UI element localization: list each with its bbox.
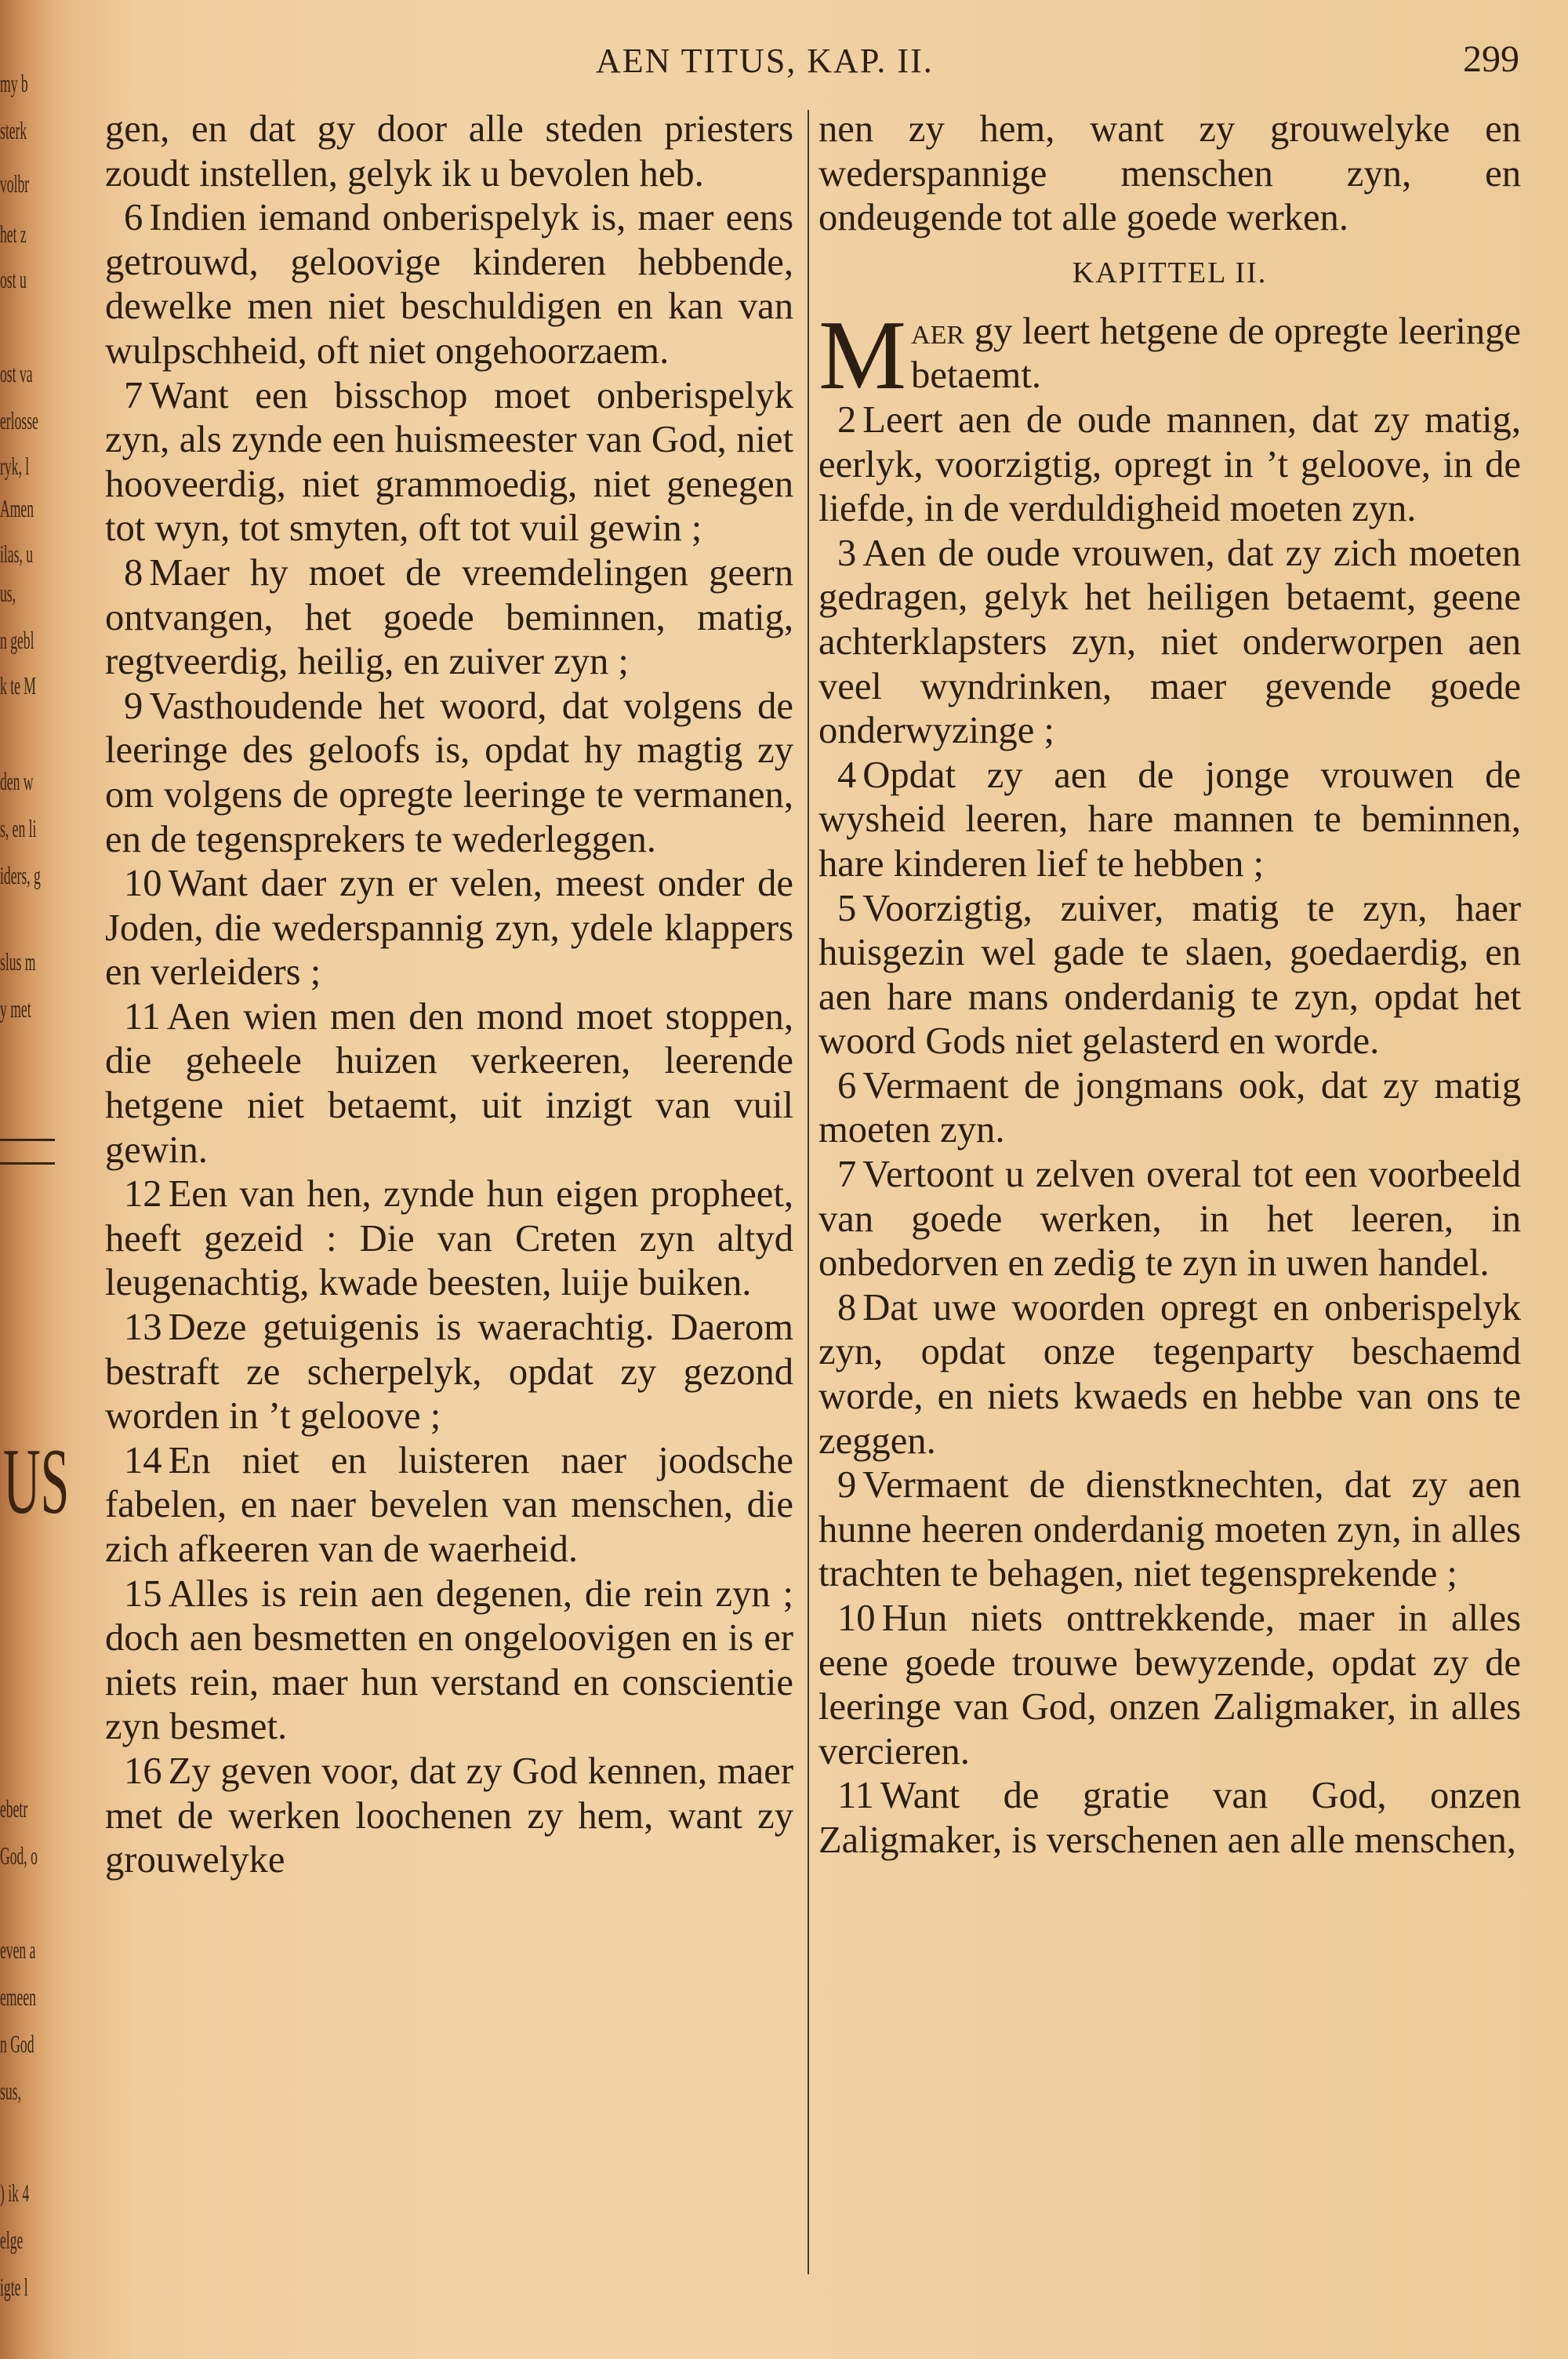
verse-number: 6: [124, 196, 143, 239]
gutter-bleed-text: erlosse: [0, 406, 38, 434]
gutter-bleed-text: y met: [0, 994, 31, 1023]
verse-number: 10: [124, 862, 162, 905]
verse-number: 11: [124, 994, 161, 1038]
gutter-bleed-text: n God: [0, 2030, 34, 2058]
verse-number: 9: [837, 1463, 857, 1507]
verse-number: 6: [837, 1063, 857, 1107]
verse-number: 4: [837, 753, 857, 796]
verse-paragraph: [818, 531, 1521, 753]
verse-paragraph: [105, 994, 793, 1172]
gutter-bleed-text: slus m: [0, 947, 36, 976]
verse-paragraph: [818, 753, 1521, 886]
verse-paragraph: [818, 1596, 1521, 1773]
gutter-bleed-text: iders, g: [0, 861, 41, 889]
gutter-bleed-text: s, en li: [0, 814, 37, 842]
verse-number: 15: [124, 1572, 162, 1615]
verse-number: 3: [837, 531, 857, 574]
verse-text: Want de gratie van God, onzen Zaligmaker, is verschenen aen alle menschen,: [818, 1774, 1521, 1861]
gutter-bleed-text: ost u: [0, 265, 27, 293]
gutter-bleed-text: emeen: [0, 1983, 36, 2011]
verse-text: Dat uwe woorden opregt en onberispelyk zyn, opdat onze tegenparty beschaemd worde, en niets kwaeds en hebbe van ons te zeggen.: [818, 1285, 1521, 1462]
verse-number: 2: [837, 398, 857, 441]
verse-paragraph: [818, 1152, 1521, 1285]
gutter-bleed-text: elge: [0, 2226, 24, 2254]
verse-text: Vermaent de dienstknechten, dat zy aen hunne heeren onderdanig moeten zyn, in alles trachten te behagen, niet tegensprekende ;: [818, 1463, 1521, 1595]
gutter-bleed-text: ost va: [0, 359, 33, 387]
opening-verse-text: gy leert hetgene de opregte leeringe betaemt.: [911, 309, 1522, 397]
facing-page-gutter: [0, 0, 72, 2359]
verse-paragraph: [105, 861, 793, 994]
verse-number: 7: [124, 373, 143, 416]
gutter-bleed-text: den w: [0, 767, 34, 795]
verse-continuation: nen zy hem, want zy grouwelyke en wederspannige menschen zyn, en ondeugende tot alle goede werken.: [818, 107, 1521, 239]
verse-text: Deze getuigenis is waerachtig. Daerom bestraft ze scherpelyk, opdat zy gezond worden in ’t geloove ;: [105, 1306, 793, 1438]
gutter-bleed-text: us,: [0, 579, 16, 607]
verse-text: Leert aen de oude mannen, dat zy matig, eerlyk, voorzigtig, opregt in ’t geloove, in de liefde, in de verduldigheid moeten zyn.: [818, 398, 1521, 530]
gutter-bleed-text: ) ik 4: [0, 2179, 30, 2207]
verse-number: 7: [837, 1153, 857, 1196]
chapter-opening-verse: [818, 300, 1522, 410]
verse-text: Een van hen, zynde hun eigen propheet, heeft gezeid : Die van Creten zyn altyd leugenachtig, kwade beesten, luije buiken.: [105, 1172, 793, 1304]
verse-text: En niet en luisteren naer joodsche fabelen, en naer bevelen van menschen, die zich afkeeren van de waerheid.: [105, 1438, 793, 1570]
gutter-bleed-text: even a: [0, 1936, 36, 1964]
verse-number: 8: [837, 1285, 857, 1329]
gutter-bleed-text: sterk: [0, 116, 27, 144]
verse-paragraph: [105, 1572, 793, 1749]
column-divider: [808, 110, 809, 2274]
right-verses: [818, 398, 1521, 1863]
verse-text: Voorzigtig, zuiver, matig te zyn, haer huisgezin wel gade te slaen, goedaerdig, en aen hare mans onderdanig te zyn, opdat het woord Gods niet gelasterd en worde.: [818, 886, 1521, 1063]
verse-number: 9: [124, 684, 143, 727]
gutter-rule: [0, 1162, 55, 1165]
verse-paragraph: [818, 1063, 1521, 1152]
verse-number: 12: [124, 1172, 162, 1216]
gutter-bleed-text: Amen: [0, 494, 34, 522]
chapter-heading: KAPITTEL II.: [1072, 256, 1268, 289]
verse-number: 13: [124, 1306, 162, 1349]
verse-paragraph: [105, 1749, 793, 1882]
gutter-bleed-text: k te M: [0, 671, 36, 700]
verse-paragraph: [105, 373, 793, 551]
verse-text: Want een bisschop moet onberispelyk zyn, als zynde een huismeester van God, niet hooveerdig, niet grammoedig, niet genegen tot wyn, tot smyten, oft tot vuil gewin ;: [105, 373, 793, 550]
left-column: [105, 107, 793, 1882]
verse-paragraph: [105, 195, 793, 373]
verse-number: 10: [837, 1597, 876, 1639]
verse-text: Vasthoudende het woord, dat volgens de leeringe des geloofs is, opdat hy magtig zy om volgens de opregte leeringe te vermanen, en de tegensprekers te wederleggen.: [105, 684, 793, 860]
verse-paragraph: [818, 886, 1521, 1063]
verse-text: Opdat zy aen de jonge vrouwen de wysheid leeren, hare mannen te beminnen, hare kinderen lief te hebben ;: [818, 753, 1521, 885]
verse-text: Zy geven voor, dat zy God kennen, maer met de werken loochenen zy hem, want zy grouwelyke: [105, 1749, 793, 1881]
verse-text: Indien iemand onberispelyk is, maer eens getrouwd, geloovige kinderen hebbende, dewelke men niet beschuldigen en kan van wulpschheid, oft niet ongehoorzaem.: [105, 196, 793, 372]
verse-paragraph: [105, 684, 793, 861]
verse-number: 11: [837, 1774, 874, 1817]
verse-paragraph: [818, 398, 1521, 531]
verse-text: Hun niets onttrekkende, maer in alles eene goede trouwe bewyzende, opdat zy de leeringe van God, onzen Zaligmaker, in alles vercieren.: [818, 1597, 1521, 1772]
verse-paragraph: [105, 551, 793, 684]
running-head: AEN TITUS, KAP. II.: [596, 42, 934, 80]
verse-paragraph: [818, 1463, 1521, 1596]
verse-number: 14: [124, 1438, 162, 1481]
gutter-bleed-text: volbr: [0, 169, 30, 198]
verse-paragraph: [105, 1438, 793, 1572]
drop-cap-lead: aer: [911, 309, 965, 352]
verse-text: Want daer zyn er velen, meest onder de Joden, die wederspannig zyn, ydele klappers en verleiders ;: [105, 862, 793, 994]
drop-cap: M: [818, 300, 907, 410]
gutter-bleed-text: my b: [0, 69, 28, 97]
verse-paragraph: [818, 1285, 1521, 1463]
gutter-bleed-text: sus,: [0, 2077, 21, 2105]
verse-text: Alles is rein aen degenen, die rein zyn ; doch aen besmetten en ongeloovigen en is er niets rein, maer hun verstand en conscientie zyn besmet.: [105, 1572, 793, 1748]
verse-number: 8: [124, 551, 143, 594]
gutter-bleed-text: ryk, l: [0, 452, 30, 480]
verse-text: Vertoont u zelven overal tot een voorbeeld van goede werken, in het leeren, in onbedorven en zedig te zyn in uwen handel.: [818, 1153, 1521, 1285]
verse-paragraph: [818, 1773, 1521, 1862]
gutter-bleed-text: het z: [0, 220, 27, 248]
verse-paragraph: [105, 1305, 793, 1438]
gutter-bleed-text: ilas, u: [0, 540, 34, 568]
verse-text: gen, en dat gy door alle steden priesters zoudt instellen, gelyk ik u bevolen heb.: [105, 107, 793, 194]
verse-paragraph: [105, 1172, 793, 1305]
gutter-bleed-text: n gebl: [0, 626, 34, 654]
gutter-bleed-text: US: [3, 1429, 70, 1533]
verse-text: Aen wien men den mond moet stoppen, die geheele huizen verkeeren, leerende hetgene niet betaemt, uit inzigt van vuil gewin.: [105, 994, 793, 1171]
gutter-bleed-text: God, o: [0, 1841, 38, 1870]
verse-number: 5: [837, 886, 857, 929]
gutter-rule: [0, 1139, 55, 1141]
right-column: [818, 107, 1521, 1863]
page-number: 299: [1463, 38, 1519, 80]
gutter-bleed-text: igte l: [0, 2273, 28, 2301]
verse-text: Aen de oude vrouwen, dat zy zich moeten gedragen, gelyk het heiligen betaemt, geene achterklapsters zyn, niet onderworpen aen veel wyndrinken, maer gevende goede onderwyzinge ;: [818, 531, 1521, 752]
verse-text: Vermaent de jongmans ook, dat zy matig moeten zyn.: [818, 1063, 1521, 1151]
verse-paragraph: [105, 107, 793, 195]
verse-number: 16: [124, 1749, 162, 1792]
verse-text: Maer hy moet de vreemdelingen geern ontvangen, het goede beminnen, matig, regtveerdig, heilig, en zuiver zyn ;: [105, 551, 793, 683]
gutter-bleed-text: ebetr: [0, 1794, 28, 1823]
